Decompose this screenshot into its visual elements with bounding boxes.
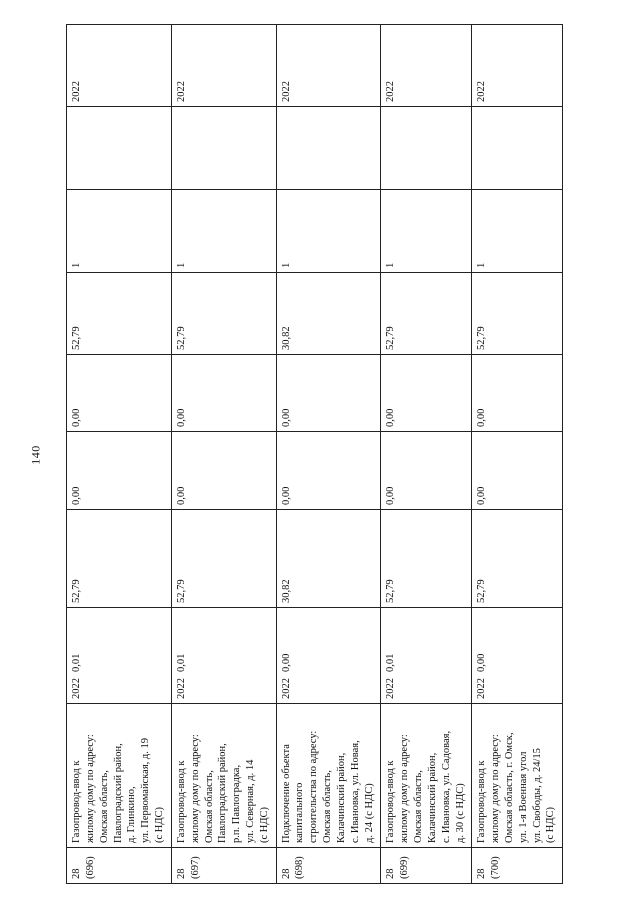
object-description-line: Калачинский район, — [336, 752, 347, 843]
object-description-line: (с НДС) — [258, 806, 270, 843]
row-number-cell — [472, 848, 563, 884]
value-1: 0,01 — [385, 653, 397, 672]
year-start: 2022 — [71, 81, 82, 102]
value-6: 1 — [476, 262, 488, 268]
value-5: 52,79 — [71, 326, 82, 350]
object-description-line: Калачинский район, — [426, 752, 438, 843]
object-description-line: жилому дому по адресу: — [84, 734, 96, 843]
object-description-line: Газопровод-ввод к — [476, 760, 488, 843]
value-5-cell — [472, 273, 563, 355]
table-row — [171, 25, 276, 884]
year-value-pair — [384, 612, 398, 699]
value-3: 0,00 — [71, 486, 82, 505]
value-4-cell — [381, 355, 472, 432]
object-description-line: Омская область, — [322, 770, 334, 843]
value-5: 52,79 — [476, 326, 488, 350]
value-6: 1 — [175, 262, 187, 268]
object-description-line: р.п. Павлоградка, — [231, 764, 243, 843]
rotated-table-container — [66, 25, 563, 884]
object-description-cell — [171, 704, 276, 848]
value-4: 0,00 — [385, 408, 397, 427]
value-7-cell — [276, 107, 381, 190]
value-5-cell — [276, 273, 381, 355]
row-number: 28 — [476, 868, 488, 879]
value-5-cell — [381, 273, 472, 355]
value-4-cell — [67, 355, 172, 432]
investment-table-wrapper — [66, 25, 563, 884]
year-value-pair — [70, 612, 84, 699]
row-number-cell — [171, 848, 276, 884]
object-description-line: Газопровод-ввод к — [175, 760, 187, 843]
object-description-line: д. 30 (с НДС) — [454, 783, 466, 843]
year-value: 2022 — [175, 678, 187, 699]
object-description-line: д. 24 (с НДС) — [363, 783, 375, 843]
row-number: 28 — [385, 868, 397, 879]
year-value: 2022 — [280, 678, 292, 699]
value-6-cell — [381, 190, 472, 273]
object-description-cell — [67, 704, 172, 848]
object-description-line: с. Ивановка, ул. Садовая, — [440, 730, 452, 843]
value-2-cell — [171, 510, 276, 608]
value-7-cell — [67, 107, 172, 190]
value-2-cell — [381, 510, 472, 608]
year-start: 2022 — [385, 81, 397, 102]
year-value-cell — [171, 608, 276, 704]
value-4: 0,00 — [280, 408, 292, 427]
row-subnumber: (697) — [189, 856, 201, 879]
value-4-cell — [276, 355, 381, 432]
object-description-line: Омская область, — [98, 770, 110, 843]
row-subnumber: (699) — [399, 856, 411, 879]
object-description-line: с. Ивановка, ул. Новая, — [349, 740, 361, 843]
value-3-cell — [171, 432, 276, 510]
table-row — [276, 25, 381, 884]
year-value-pair — [175, 612, 189, 699]
object-description-cell — [381, 704, 472, 848]
value-7-cell — [381, 107, 472, 190]
value-7-cell — [472, 107, 563, 190]
value-3: 0,00 — [476, 486, 488, 505]
year-value-cell — [381, 608, 472, 704]
year-start-cell — [276, 25, 381, 107]
object-description-line: Омская область, г. Омск, — [503, 732, 515, 843]
value-5-cell — [67, 273, 172, 355]
object-description-line: ул. Первомайская, д. 19 — [140, 738, 152, 843]
value-2-cell — [472, 510, 563, 608]
row-number-cell — [67, 848, 172, 884]
object-description-line: ул. Свободы, д. 24/15 — [531, 748, 543, 843]
value-5: 30,82 — [280, 326, 292, 350]
value-2: 52,79 — [476, 579, 488, 603]
object-description-line: Омская область, — [413, 770, 425, 843]
value-6: 1 — [385, 262, 397, 268]
object-description-line: ул. Северная, д. 14 — [245, 759, 257, 843]
table-row — [381, 25, 472, 884]
object-description-line: строительства по адресу: — [308, 730, 320, 843]
row-number: 28 — [71, 868, 82, 879]
table-row — [67, 25, 172, 884]
object-description-line: (с НДС) — [154, 806, 166, 843]
value-6-cell — [67, 190, 172, 273]
value-1: 0,00 — [476, 653, 488, 672]
year-value: 2022 — [385, 678, 397, 699]
investment-table — [66, 24, 563, 884]
table-row — [472, 25, 563, 884]
value-6: 1 — [280, 262, 292, 268]
value-2: 30,82 — [280, 579, 292, 603]
value-1: 0,00 — [280, 653, 292, 672]
row-number-cell — [381, 848, 472, 884]
page-number: 140 — [28, 445, 43, 465]
value-3-cell — [381, 432, 472, 510]
value-4: 0,00 — [476, 408, 488, 427]
object-description-line: жилому дому по адресу: — [490, 734, 502, 843]
value-2: 52,79 — [175, 579, 187, 603]
year-start-cell — [171, 25, 276, 107]
year-value-cell — [67, 608, 172, 704]
value-6-cell — [171, 190, 276, 273]
value-4-cell — [472, 355, 563, 432]
year-value: 2022 — [71, 678, 82, 699]
year-start-cell — [381, 25, 472, 107]
value-1: 0,01 — [175, 653, 187, 672]
value-1: 0,01 — [71, 653, 82, 672]
table-body — [67, 25, 563, 884]
value-3-cell — [276, 432, 381, 510]
value-3-cell — [472, 432, 563, 510]
object-description-line: д. Глинкино, — [126, 786, 138, 843]
year-value-cell — [276, 608, 381, 704]
year-start-cell — [472, 25, 563, 107]
object-description-line: жилому дому по адресу: — [189, 734, 201, 843]
year-value-pair — [475, 612, 489, 699]
object-description-line: Павлоградский район, — [112, 743, 124, 843]
object-description-line: жилому дому по адресу: — [399, 734, 411, 843]
value-3: 0,00 — [175, 486, 187, 505]
value-5-cell — [171, 273, 276, 355]
value-6-cell — [472, 190, 563, 273]
value-5: 52,79 — [385, 326, 397, 350]
object-description-line: Газопровод-ввод к — [385, 760, 397, 843]
object-description-line: (с НДС) — [545, 806, 557, 843]
year-value-cell — [472, 608, 563, 704]
year-start: 2022 — [476, 81, 488, 102]
value-3: 0,00 — [280, 486, 292, 505]
row-number: 28 — [280, 868, 292, 879]
value-2-cell — [276, 510, 381, 608]
year-value-pair — [280, 612, 294, 699]
object-description-line: ул. 1-я Военная угол — [517, 751, 529, 843]
value-6: 1 — [71, 262, 82, 268]
value-2-cell — [67, 510, 172, 608]
value-2: 52,79 — [71, 579, 82, 603]
year-value: 2022 — [476, 678, 488, 699]
object-description-cell — [276, 704, 381, 848]
value-5: 52,79 — [175, 326, 187, 350]
object-description-line: Павлоградский район, — [217, 743, 229, 843]
object-description-line: капитального — [294, 782, 306, 843]
value-7-cell — [171, 107, 276, 190]
value-4-cell — [171, 355, 276, 432]
row-number: 28 — [175, 868, 187, 879]
row-subnumber: (698) — [294, 856, 306, 879]
object-description-line: Подключение объекта — [280, 744, 292, 843]
object-description-line: Газопровод-ввод к — [71, 760, 82, 843]
value-6-cell — [276, 190, 381, 273]
value-4: 0,00 — [71, 408, 82, 427]
row-subnumber: (700) — [490, 856, 502, 879]
year-start: 2022 — [280, 81, 292, 102]
object-description-line: Омская область, — [203, 770, 215, 843]
value-3-cell — [67, 432, 172, 510]
value-2: 52,79 — [385, 579, 397, 603]
value-4: 0,00 — [175, 408, 187, 427]
year-start-cell — [67, 25, 172, 107]
year-start: 2022 — [175, 81, 187, 102]
row-subnumber: (696) — [84, 856, 96, 879]
row-number-cell — [276, 848, 381, 884]
object-description-cell — [472, 704, 563, 848]
value-3: 0,00 — [385, 486, 397, 505]
